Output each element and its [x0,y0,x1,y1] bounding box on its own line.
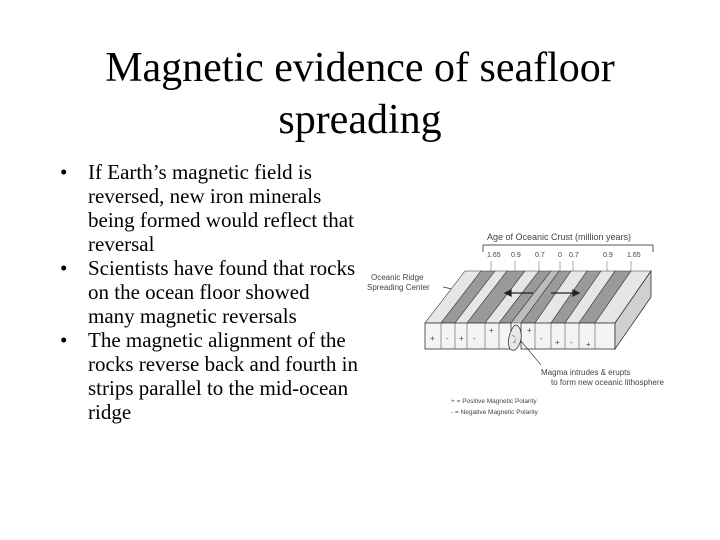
title-line-1: Magnetic evidence of seafloor [105,45,615,91]
title-line-2: spreading [278,97,442,143]
age-label: 1.65 [627,252,641,259]
bullet-item [58,256,358,328]
seafloor-spreading-diagram [365,225,685,425]
age-label: 0.7 [569,252,579,259]
polarity-sign: + [430,334,435,343]
bullet-marker: • [60,328,68,352]
polarity-sign: + [555,338,560,347]
polarity-sign: + [527,326,532,335]
bullet-marker: • [60,160,68,184]
age-label: 1.65 [487,252,501,259]
polarity-sign: + [459,334,464,343]
age-label: 0.7 [535,252,545,259]
age-axis-bracket [483,245,653,252]
bullet-list [58,160,358,424]
polarity-sign: + [489,326,494,335]
magma-label-line-2: to form new oceanic lithosphere [551,378,664,387]
polarity-sign: - [473,334,476,343]
bullet-marker: • [60,256,68,280]
bullet-item [58,160,358,256]
legend-positive: + = Positive Magnetic Polarity [451,398,537,405]
bullet-text: If Earth’s magnetic field is reversed, new iron minerals being formed would reflect that reversal [88,160,354,256]
legend-negative: - = Negative Magnetic Polarity [451,409,538,416]
ridge-label-line-2: Spreading Center [367,283,430,292]
age-label: 0.9 [603,252,613,259]
magma-label-line-1: Magma intrudes & erupts [541,368,631,377]
slide-title [60,42,660,146]
age-label: 0 [558,252,562,259]
polarity-sign: + [586,340,591,349]
crust-front-face-left [425,323,511,349]
age-axis-label: Age of Oceanic Crust (million years) [487,232,632,242]
bullet-text: Scientists have found that rocks on the ocean floor showed many magnetic reversals [88,256,356,328]
age-label: 0.9 [511,252,521,259]
ridge-label-line-1: Oceanic Ridge [371,273,424,282]
bullet-item [58,328,358,424]
polarity-sign: - [540,334,543,343]
polarity-sign: - [570,338,573,347]
bullet-text: The magnetic alignment of the rocks reverse back and fourth in strips parallel to the mid-ocean ridge [88,328,358,424]
polarity-sign: - [446,334,449,343]
